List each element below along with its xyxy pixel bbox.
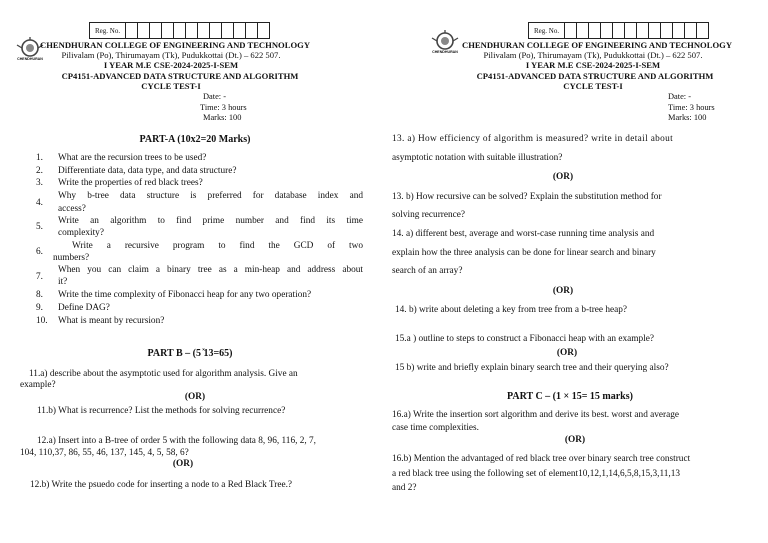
question-16a-cont: case time complexities.	[392, 423, 479, 433]
question-12b: 12.b) Write the psuedo code for inserting a node to a Red Black Tree.?	[30, 480, 293, 490]
question-text: What is meant by recursion?	[58, 316, 165, 326]
question-14b: 14. b) write about deleting a key from tree from a b-tree heap?	[395, 305, 628, 315]
question-number: 5.	[36, 222, 43, 232]
course-title-right: CP4151-ADVANCED DATA STRUCTURE AND ALGORITHM	[476, 71, 714, 81]
question-text: Write the properties of red black trees?	[58, 178, 203, 188]
question-14a-cont2: search of an array?	[392, 266, 463, 276]
question-14a: 14. a) different best, average and worst-case running time analysis and	[392, 229, 655, 239]
question-13b-cont: solving recurrence?	[392, 210, 466, 220]
question-12a-cont: 104, 110,37, 86, 55, 46, 137, 145, 4, 5, 58, 6?	[20, 448, 189, 458]
question-text: Write the time complexity of Fibonacci heap for any two operation?	[58, 290, 312, 300]
question-text: Differentiate data, data type, and data structure?	[58, 166, 237, 176]
part-b-title: PART B – (5 ̽13=65)	[147, 348, 233, 359]
question-text: Why b-tree data structure is preferred for database index and	[58, 191, 363, 201]
exam-marks-left: Marks: 100	[203, 113, 242, 122]
question-12a: 12.a) Insert into a B-tree of order 5 with the following data 8, 96, 116, 2, 7,	[37, 436, 317, 446]
question-13b: 13. b) How recursive can be solved? Explain the substitution method for	[392, 192, 662, 202]
question-text-cont: it?	[58, 277, 68, 287]
college-address-right: Pilivalam (Po), Thirumayam (Tk), Pudukkottai (Dt.) – 622 507.	[483, 50, 703, 60]
college-address-left: Pilivalam (Po), Thirumayam (Tk), Pudukkottai (Dt.) – 622 507.	[61, 50, 281, 60]
logo-text: CHENDHURAN	[17, 57, 43, 61]
question-text: Define DAG?	[58, 303, 110, 313]
exam-date-right: Date: -	[668, 92, 692, 101]
question-11b: 11.b) What is recurrence? List the methods for solving recurrence?	[37, 406, 286, 416]
or-separator: (OR)	[172, 459, 194, 469]
question-text-cont: complexity?	[58, 228, 104, 238]
question-number: 8.	[36, 290, 43, 300]
exam-time-right: Time: 3 hours	[668, 103, 715, 112]
reg-no-label: Reg. No.	[90, 23, 126, 38]
question-16a: 16.a) Write the insertion sort algorithm and derive its best. worst and average	[392, 410, 680, 420]
test-title-right: CYCLE TEST-I	[563, 81, 623, 91]
college-name-left: CHENDHURAN COLLEGE OF ENGINEERING AND TECHNOLOGY	[40, 40, 311, 50]
exam-time-left: Time: 3 hours	[200, 103, 247, 112]
question-number: 9.	[36, 303, 43, 313]
question-text: Write a recursive program to find the GCD of two	[72, 241, 363, 251]
part-c-title: PART C – (1 × 15= 15 marks)	[507, 391, 633, 402]
question-number: 10.	[36, 316, 48, 326]
question-number: 6.	[36, 247, 43, 257]
reg-no-box-right	[528, 22, 709, 39]
question-number: 4.	[36, 198, 43, 208]
question-text-cont: access?	[58, 204, 86, 214]
question-number: 7.	[36, 272, 43, 282]
course-title-left: CP4151-ADVANCED DATA STRUCTURE AND ALGORITHM	[61, 71, 299, 81]
question-16b-cont: a red black tree using the following set of element10,12,1,14,6,5,8,15,3,11,13	[392, 469, 681, 479]
question-15a: 15.a ) outline to steps to construct a Fibonacci heap with an example?	[395, 334, 654, 344]
exam-year-right: I YEAR M.E CSE-2024-2025-I-SEM	[525, 60, 661, 70]
question-16b: 16.b) Mention the advantaged of red black tree over binary search tree construct	[392, 454, 691, 464]
college-logo-right	[428, 30, 462, 60]
or-separator: (OR)	[184, 392, 206, 402]
question-16b-cont2: and 2?	[392, 483, 417, 493]
question-14a-cont: explain how the three analysis can be done for linear search and binary	[392, 248, 656, 258]
or-separator: (OR)	[552, 286, 574, 296]
question-15b: 15 b) write and briefly explain binary search tree and their querying also?	[395, 363, 669, 373]
reg-no-label: Reg. No.	[529, 23, 565, 38]
or-separator: (OR)	[556, 348, 578, 358]
question-number: 1.	[36, 153, 43, 163]
logo-text: CHENDHURAN	[432, 50, 458, 54]
exam-marks-right: Marks: 100	[668, 113, 707, 122]
question-13a-cont: asymptotic notation with suitable illustration?	[392, 153, 563, 163]
question-11a: 11.a) describe about the asymptotic used for algorithm analysis. Give an	[29, 369, 298, 379]
question-text-cont: numbers?	[53, 253, 90, 263]
test-title-left: CYCLE TEST-I	[141, 81, 201, 91]
exam-year-left: I YEAR M.E CSE-2024-2025-I-SEM	[103, 60, 239, 70]
or-separator: (OR)	[552, 172, 574, 182]
logo-emblem-icon	[428, 30, 462, 52]
question-text: When you can claim a binary tree as a min-heap and address about	[58, 265, 363, 275]
question-number: 3.	[36, 178, 43, 188]
question-text: What are the recursion trees to be used?	[58, 153, 207, 163]
question-text: Write an algorithm to find prime number and find its time	[58, 216, 363, 226]
question-13a: 13. a) How efficiency of algorithm is measured? write in detail about	[392, 134, 674, 144]
exam-date-left: Date: -	[203, 92, 227, 101]
question-11a-cont: example?	[20, 380, 56, 390]
or-separator: (OR)	[564, 435, 586, 445]
question-number: 2.	[36, 166, 43, 176]
part-a-title: PART-A (10x2=20 Marks)	[139, 134, 251, 145]
college-name-right: CHENDHURAN COLLEGE OF ENGINEERING AND TECHNOLOGY	[462, 40, 733, 50]
reg-no-box-left	[89, 22, 270, 39]
